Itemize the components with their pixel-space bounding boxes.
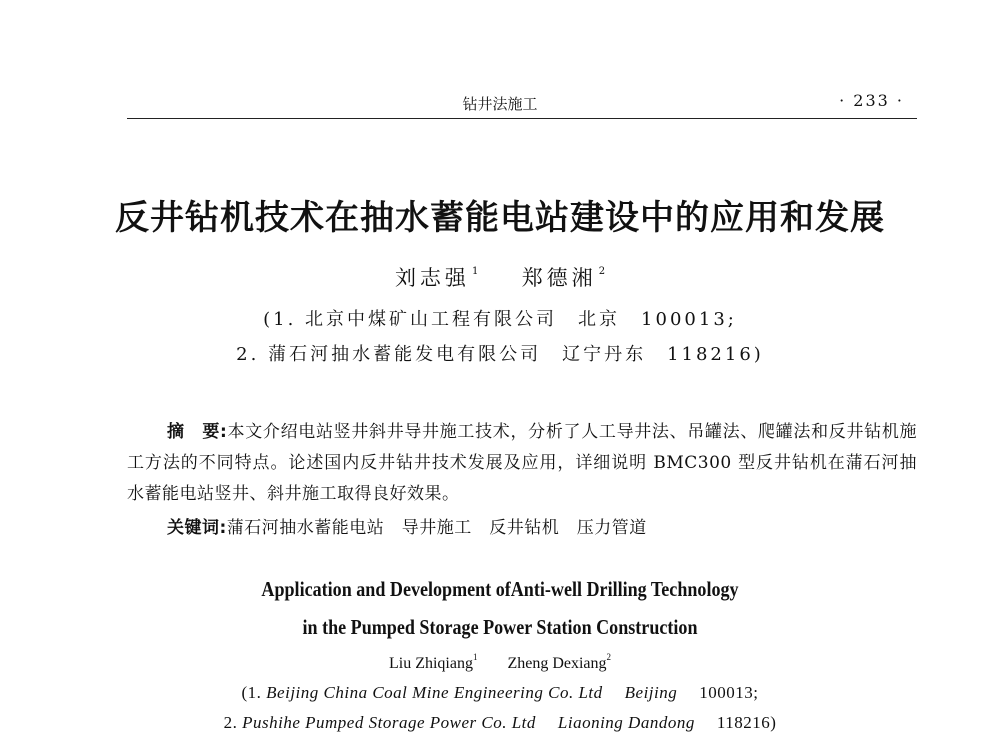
affiliation-cn-1: (1. 北京中煤矿山工程有限公司 北京 100013; xyxy=(263,309,737,330)
running-header-title: 钻井法施工 xyxy=(462,95,538,113)
keywords-cn xyxy=(167,513,647,538)
affiliation-en-2-code: 118216) xyxy=(716,713,777,732)
affiliation-en-2-org: Pushihe Pumped Storage Power Co. Ltd xyxy=(242,713,536,732)
authors-cn xyxy=(0,262,1000,292)
abstract-text-cn: 本文介绍电站竖井斜井导井施工技术，分析了人工导井法、吊罐法、爬罐法和反井钻机施工方法的不同特点。论述国内反井钻井技术发展及应用，详细说明 BMC300 型反井钻机在蒲石河抽水蓄能电站竖井、斜井施工取得良好效果。 xyxy=(127,422,917,504)
keywords-label-cn: 关键词: xyxy=(167,518,227,538)
paper-title-en-line-1: Application and Development ofAnti-well Drilling Technology xyxy=(261,577,739,601)
affiliation-en-1-code: 100013; xyxy=(699,683,759,702)
page-number: · 233 · xyxy=(839,91,904,110)
abstract-cn xyxy=(127,417,917,510)
affiliation-en-1-prefix: (1. xyxy=(241,683,262,702)
paper-title-en-line-2: in the Pumped Storage Power Station Construction xyxy=(302,615,698,639)
author-1-en: Liu Zhiqiang xyxy=(388,655,473,672)
affiliation-en-2-prefix: 2. xyxy=(223,713,238,732)
affiliation-en-2-city: Liaoning Dandong xyxy=(557,713,695,732)
author-2-en: Zheng Dexiang xyxy=(507,655,607,672)
affiliation-en-1-city: Beijing xyxy=(624,683,678,702)
abstract-label-cn: 摘 要: xyxy=(167,422,228,442)
keywords-text-cn: 蒲石河抽水蓄能电站 导井施工 反井钻机 压力管道 xyxy=(226,518,647,538)
author-2-cn-affil-mark: 2 xyxy=(598,266,606,277)
affiliation-en-2 xyxy=(0,713,1000,733)
authors-en xyxy=(0,652,1000,673)
author-2-cn: 郑德湘 xyxy=(521,266,597,290)
author-1-en-affil-mark: 1 xyxy=(472,652,478,662)
header-rule xyxy=(127,118,917,119)
affiliation-en-1 xyxy=(0,683,1000,703)
affiliation-en-1-org: Beijing China Coal Mine Engineering Co. Ltd xyxy=(266,683,603,702)
affiliation-cn-2: 2. 蒲石河抽水蓄能发电有限公司 辽宁丹东 118216) xyxy=(236,344,764,365)
author-1-cn: 刘志强 xyxy=(394,266,470,290)
author-2-en-affil-mark: 2 xyxy=(606,652,612,662)
paper-title-cn: 反井钻机技术在抽水蓄能电站建设中的应用和发展 xyxy=(115,198,885,238)
author-1-cn-affil-mark: 1 xyxy=(471,266,479,277)
